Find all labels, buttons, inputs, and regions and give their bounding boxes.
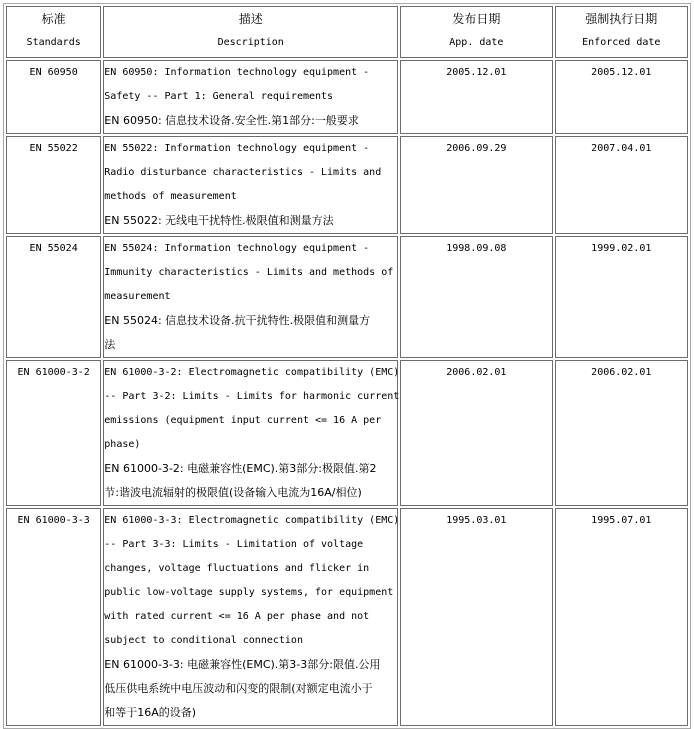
table-row [6, 136, 688, 234]
description-line: public low-voltage supply systems, for equipment [104, 587, 394, 598]
description-line: phase) [104, 439, 141, 450]
description-line: EN 55022: Information technology equipment - [104, 143, 370, 154]
header-app-date-en: App. date [449, 37, 504, 48]
description-line: measurement [104, 291, 171, 302]
app-date-cell: 2006.02.01 [400, 360, 552, 506]
standard-cell: EN 55022 [6, 136, 101, 234]
standard-cell: EN 55024 [6, 236, 101, 358]
standard-cell: EN 60950 [6, 60, 101, 134]
description-cell [103, 136, 398, 234]
description-line: EN 60950: 信息技术设备.安全性.第1部分:一般要求 [104, 114, 359, 127]
description-line: changes, voltage fluctuations and flicker in [104, 563, 370, 574]
table-row [6, 508, 688, 726]
standards-table [3, 3, 691, 729]
description-line: EN 55024: 信息技术设备.抗干扰特性.极限值和测量方 [104, 314, 371, 327]
description-line: Safety -- Part 1: General requirements [104, 91, 334, 102]
header-description-en: Description [217, 37, 284, 48]
header-standards-en: Standards [26, 37, 81, 48]
description-cell [103, 360, 398, 506]
description-line: 低压供电系统中电压波动和闪变的限制(对额定电流小于 [104, 682, 373, 695]
description-line: EN 55024: Information technology equipment - [104, 243, 370, 254]
table-row [6, 360, 688, 506]
app-date-cell: 2005.12.01 [400, 60, 552, 134]
description-line: Immunity characteristics - Limits and methods of [104, 267, 394, 278]
enforced-date-cell: 2005.12.01 [555, 60, 688, 134]
app-date-cell: 1998.09.08 [400, 236, 552, 358]
header-app-date [400, 6, 552, 58]
enforced-date-cell: 1999.02.01 [555, 236, 688, 358]
description-line: subject to conditional connection [104, 635, 303, 646]
description-line: EN 55022: 无线电干扰特性.极限值和测量方法 [104, 214, 334, 227]
header-description-zh: 描述 [238, 12, 263, 26]
header-enforced-date [555, 6, 688, 58]
description-line: methods of measurement [104, 191, 237, 202]
description-line: EN 61000-3-2: 电磁兼容性(EMC).第3部分:极限值.第2 [104, 462, 377, 475]
description-line: 节:谐波电流辐射的极限值(设备输入电流为16A/相位) [104, 486, 362, 499]
description-line: EN 61000-3-3: Electromagnetic compatibility (EMC) [104, 515, 400, 526]
header-standards-zh: 标准 [41, 12, 66, 26]
standard-cell: EN 61000-3-2 [6, 360, 101, 506]
description-line: EN 61000-3-3: 电磁兼容性(EMC).第3-3部分:限值.公用 [104, 658, 381, 671]
table-row [6, 60, 688, 134]
description-line: 和等于16A的设备) [104, 706, 197, 719]
description-line: with rated current <= 16 A per phase and not [104, 611, 370, 622]
app-date-cell: 2006.09.29 [400, 136, 552, 234]
header-enforced-date-zh: 强制执行日期 [585, 12, 658, 26]
description-line: Radio disturbance characteristics - Limits and [104, 167, 382, 178]
app-date-cell: 1995.03.01 [400, 508, 552, 726]
description-cell [103, 60, 398, 134]
description-cell [103, 508, 398, 726]
enforced-date-cell: 2007.04.01 [555, 136, 688, 234]
standards-table-wrapper [3, 3, 691, 719]
description-line: -- Part 3-2: Limits - Limits for harmonic current [104, 391, 400, 402]
description-line: EN 61000-3-2: Electromagnetic compatibility (EMC) [104, 367, 400, 378]
description-cell [103, 236, 398, 358]
description-line: emissions (equipment input current <= 16 A per [104, 415, 382, 426]
header-standards [6, 6, 101, 58]
header-description [103, 6, 398, 58]
enforced-date-cell: 1995.07.01 [555, 508, 688, 726]
description-line: 法 [104, 338, 116, 351]
table-row [6, 236, 688, 358]
standard-cell: EN 61000-3-3 [6, 508, 101, 726]
table-header-row [6, 6, 688, 58]
description-line: EN 60950: Information technology equipment - [104, 67, 370, 78]
description-line: -- Part 3-3: Limits - Limitation of voltage [104, 539, 364, 550]
header-enforced-date-en: Enforced date [582, 37, 661, 48]
enforced-date-cell: 2006.02.01 [555, 360, 688, 506]
header-app-date-zh: 发布日期 [452, 12, 501, 26]
